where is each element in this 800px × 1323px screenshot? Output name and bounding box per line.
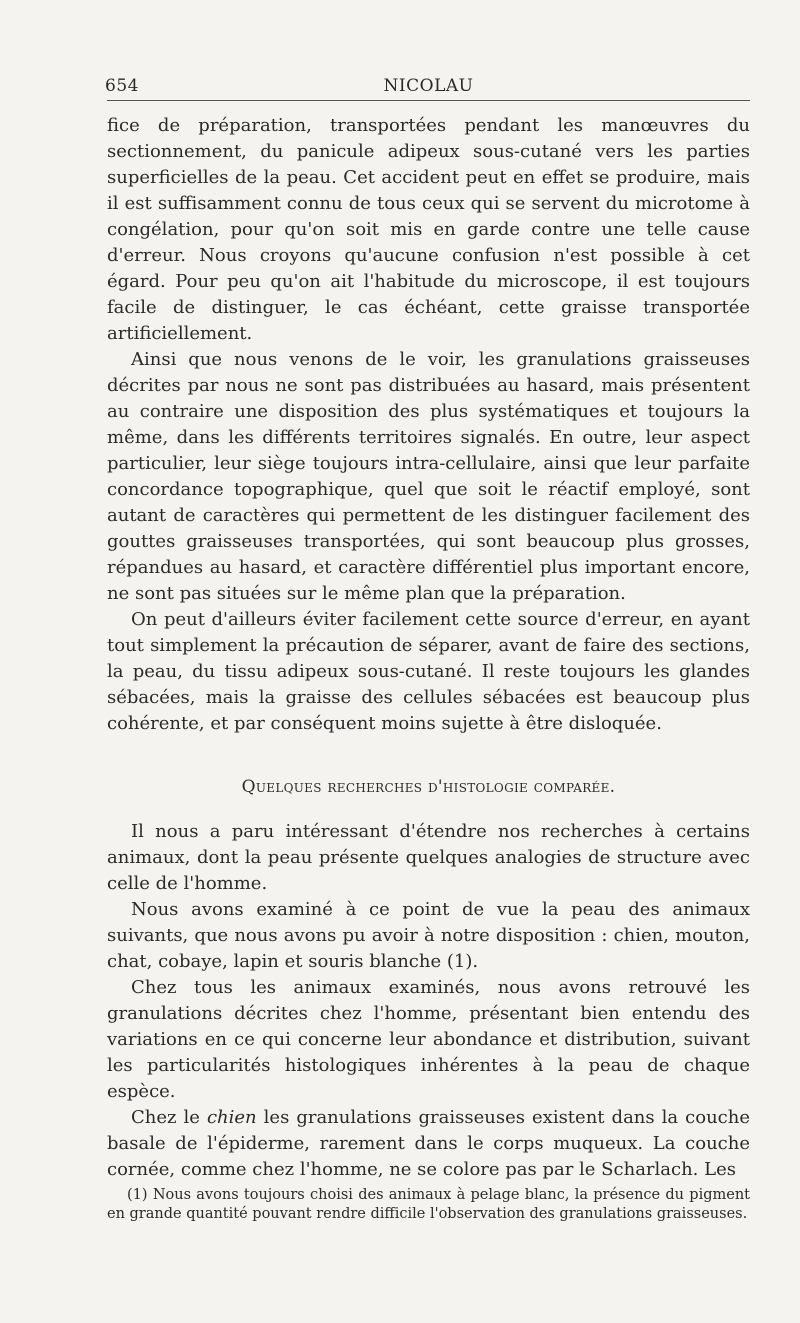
body-text	[107, 113, 750, 1183]
paragraph: Ainsi que nous venons de le voir, les granulations graisseuses décrites par nous ne sont pas distribuées au hasard, mais présentent au contraire une disposition des plus systématiques et toujours la même, dans les différents territoires signalés. En outre, leur aspect particulier, leur siège toujours intra-cellulaire, ainsi que leur parfaite concordance topographique, quel que soit le réactif employé, sont autant de caractères qui permettent de les distinguer facilement des gouttes graisseuses transportées, qui sont beaucoup plus grosses, répandues au hasard, et caractère différentiel plus important encore, ne sont pas situées sur le même plan que la préparation.	[107, 349, 750, 604]
paragraph: Chez le chien les granulations graisseuses existent dans la couche basale de l'épiderme, rarement dans le corps muqueux. La couche cornée, comme chez l'homme, ne se colore pas par le Scharlach. Les	[107, 1107, 750, 1180]
page-number: 654	[105, 76, 139, 96]
paragraph: Nous avons examiné à ce point de vue la peau des animaux suivants, que nous avons pu avoir à notre disposition : chien, mouton, chat, cobaye, lapin et souris blanche (1).	[107, 899, 750, 972]
paragraph: Il nous a paru intéressant d'étendre nos recherches à certains animaux, dont la peau présente quelques analogies de structure avec celle de l'homme.	[107, 821, 750, 894]
italic-term: chien	[206, 1107, 257, 1128]
paragraph: fice de préparation, transportées pendant les manœuvres du sectionnement, du panicule adipeux sous-cutané vers les parties superficielles de la peau. Cet accident peut en effet se produire, mais il est suffisamment connu de tous ceux qui se servent du microtome à congélation, pour qu'on soit mis en garde contre une telle cause d'erreur. Nous croyons qu'aucune confusion n'est possible à cet égard. Pour peu qu'on ait l'habitude du microscope, il est toujours facile de distinguer, le cas échéant, cette graisse transportée artificiellement.	[107, 115, 750, 344]
footnote: (1) Nous avons toujours choisi des animaux à pelage blanc, la présence du pigment en grande quantité pouvant rendre difficile l'observation des granulations graisseuses.	[107, 1187, 750, 1222]
running-title: NICOLAU	[383, 76, 474, 96]
running-head	[107, 70, 750, 101]
section-title: Quelques recherches d'histologie comparée.	[241, 777, 616, 797]
page	[107, 70, 750, 1183]
paragraph: Chez tous les animaux examinés, nous avons retrouvé les granulations décrites chez l'homme, présentant bien entendu des variations en ce qui concerne leur abondance et distribution, suivant les particularités histologiques inhérentes à la peau de chaque espèce.	[107, 977, 750, 1102]
paragraph: On peut d'ailleurs éviter facilement cette source d'erreur, en ayant tout simplement la précaution de séparer, avant de faire des sections, la peau, du tissu adipeux sous-cutané. Il reste toujours les glandes sébacées, mais la graisse des cellules sébacées est beaucoup plus cohérente, et par conséquent moins sujette à être disloquée.	[107, 609, 750, 734]
